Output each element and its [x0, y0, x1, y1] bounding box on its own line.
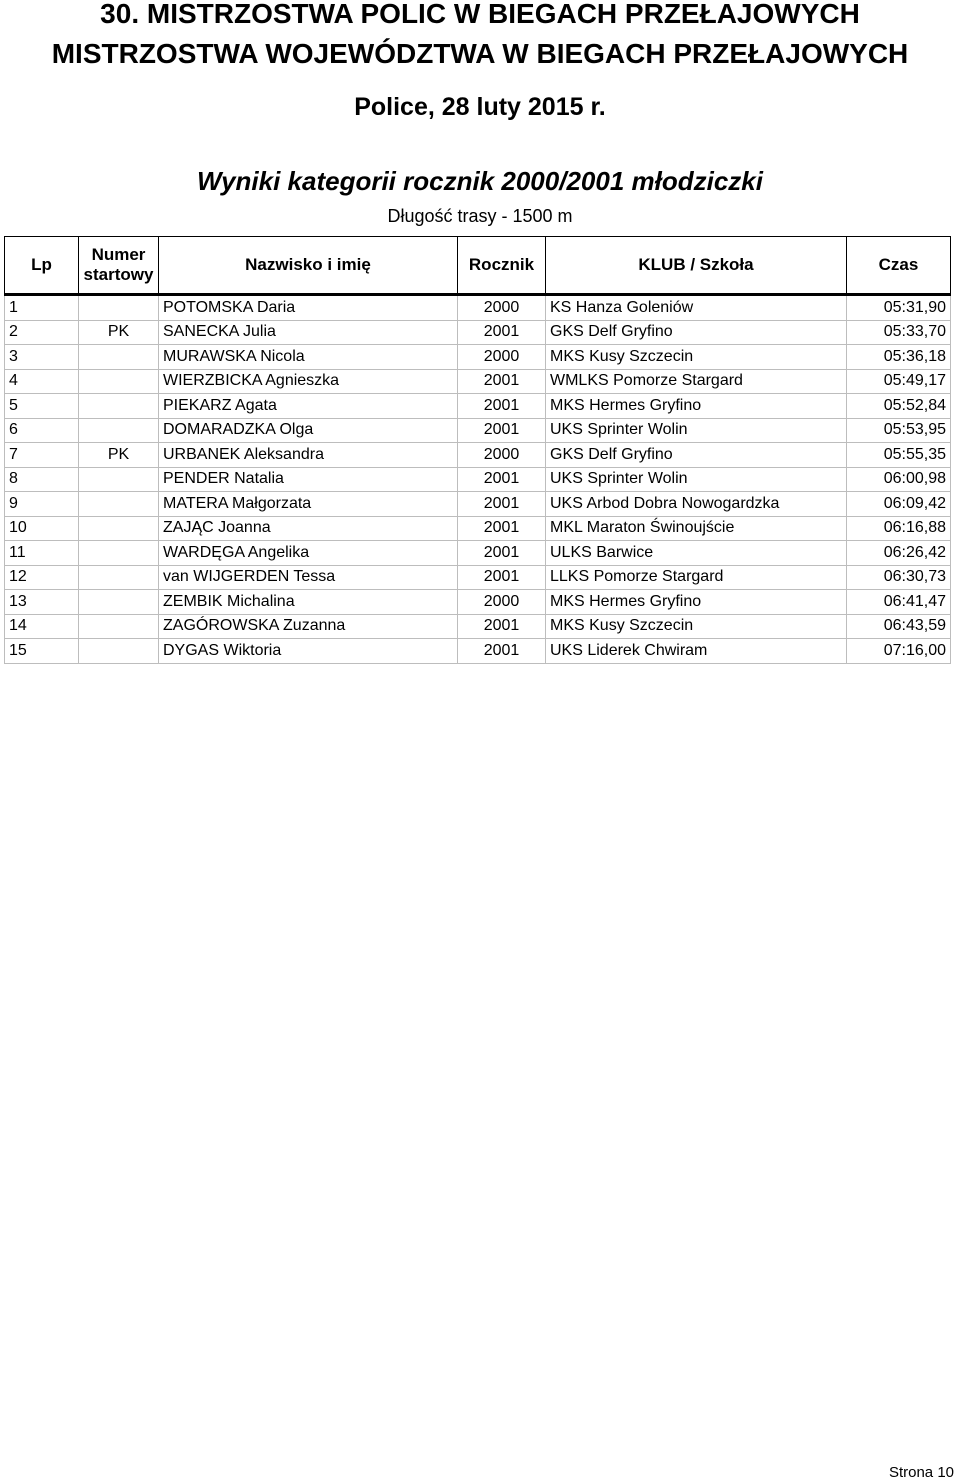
- cell-start-number: [79, 394, 159, 419]
- column-header-lp: Lp: [5, 237, 79, 295]
- cell-year: 2000: [458, 590, 546, 615]
- cell-start-number: [79, 590, 159, 615]
- header-row: [5, 237, 951, 295]
- column-header-name: Nazwisko i imię: [159, 237, 458, 295]
- cell-year: 2001: [458, 320, 546, 345]
- results-body: [5, 295, 951, 664]
- cell-club: MKS Hermes Gryfino: [546, 394, 847, 419]
- cell-club: UKS Sprinter Wolin: [546, 418, 847, 443]
- table-row: [5, 467, 951, 492]
- cell-lp: 9: [5, 492, 79, 517]
- cell-time: 06:00,98: [847, 467, 951, 492]
- cell-name: MURAWSKA Nicola: [159, 345, 458, 370]
- cell-time: 06:30,73: [847, 565, 951, 590]
- cell-lp: 11: [5, 541, 79, 566]
- column-header-number-line1: Numer: [91, 245, 146, 264]
- cell-time: 05:53,95: [847, 418, 951, 443]
- cell-club: UKS Liderek Chwiram: [546, 639, 847, 664]
- cell-start-number: [79, 418, 159, 443]
- cell-name: WARDĘGA Angelika: [159, 541, 458, 566]
- cell-club: MKS Kusy Szczecin: [546, 345, 847, 370]
- cell-club: GKS Delf Gryfino: [546, 443, 847, 468]
- cell-club: MKS Hermes Gryfino: [546, 590, 847, 615]
- cell-club: ULKS Barwice: [546, 541, 847, 566]
- table-row: [5, 639, 951, 664]
- cell-start-number: [79, 492, 159, 517]
- cell-time: 05:52,84: [847, 394, 951, 419]
- place-date: Police, 28 luty 2015 r.: [354, 93, 606, 121]
- results-header: [5, 237, 951, 295]
- cell-lp: 8: [5, 467, 79, 492]
- cell-name: DOMARADZKA Olga: [159, 418, 458, 443]
- cell-lp: 6: [5, 418, 79, 443]
- cell-name: ZAJĄC Joanna: [159, 516, 458, 541]
- cell-start-number: [79, 614, 159, 639]
- cell-lp: 4: [5, 369, 79, 394]
- cell-club: KS Hanza Goleniów: [546, 295, 847, 321]
- cell-start-number: [79, 369, 159, 394]
- cell-name: WIERZBICKA Agnieszka: [159, 369, 458, 394]
- cell-lp: 12: [5, 565, 79, 590]
- cell-time: 05:55,35: [847, 443, 951, 468]
- cell-lp: 3: [5, 345, 79, 370]
- distance-label: Długość trasy - 1500 m: [387, 206, 573, 226]
- table-row: [5, 345, 951, 370]
- cell-club: GKS Delf Gryfino: [546, 320, 847, 345]
- cell-lp: 15: [5, 639, 79, 664]
- cell-name: PIEKARZ Agata: [159, 394, 458, 419]
- cell-name: POTOMSKA Daria: [159, 295, 458, 321]
- cell-name: SANECKA Julia: [159, 320, 458, 345]
- title-line-2: MISTRZOSTWA WOJEWÓDZTWA W BIEGACH PRZEŁAJOWYCH: [51, 38, 909, 69]
- cell-lp: 14: [5, 614, 79, 639]
- cell-club: MKS Kusy Szczecin: [546, 614, 847, 639]
- cell-start-number: [79, 345, 159, 370]
- table-row: [5, 614, 951, 639]
- cell-start-number: [79, 467, 159, 492]
- cell-year: 2001: [458, 639, 546, 664]
- cell-year: 2000: [458, 295, 546, 321]
- column-header-number-line2: startowy: [83, 265, 154, 284]
- cell-time: 05:31,90: [847, 295, 951, 321]
- cell-name: ZEMBIK Michalina: [159, 590, 458, 615]
- cell-year: 2001: [458, 394, 546, 419]
- cell-name: ZAGÓROWSKA Zuzanna: [159, 614, 458, 639]
- cell-club: UKS Sprinter Wolin: [546, 467, 847, 492]
- table-row: [5, 565, 951, 590]
- cell-time: 07:16,00: [847, 639, 951, 664]
- cell-year: 2001: [458, 541, 546, 566]
- cell-lp: 2: [5, 320, 79, 345]
- cell-lp: 5: [5, 394, 79, 419]
- cell-start-number: [79, 295, 159, 321]
- table-row: [5, 492, 951, 517]
- cell-club: MKL Maraton Świnoujście: [546, 516, 847, 541]
- category-title: Wyniki kategorii rocznik 2000/2001 młodziczki: [197, 166, 763, 196]
- column-header-number: [79, 237, 159, 295]
- cell-year: 2000: [458, 345, 546, 370]
- cell-start-number: [79, 516, 159, 541]
- table-row: [5, 418, 951, 443]
- cell-year: 2001: [458, 565, 546, 590]
- table-row: [5, 516, 951, 541]
- cell-time: 06:26,42: [847, 541, 951, 566]
- cell-club: WMLKS Pomorze Stargard: [546, 369, 847, 394]
- cell-year: 2001: [458, 467, 546, 492]
- cell-lp: 1: [5, 295, 79, 321]
- cell-year: 2001: [458, 418, 546, 443]
- table-row: [5, 295, 951, 321]
- table-row: [5, 443, 951, 468]
- cell-time: 05:36,18: [847, 345, 951, 370]
- cell-start-number: [79, 639, 159, 664]
- column-header-year: Rocznik: [458, 237, 546, 295]
- cell-year: 2001: [458, 492, 546, 517]
- cell-time: 05:33,70: [847, 320, 951, 345]
- table-row: [5, 369, 951, 394]
- cell-start-number: PK: [79, 320, 159, 345]
- cell-year: 2001: [458, 614, 546, 639]
- cell-name: PENDER Natalia: [159, 467, 458, 492]
- column-header-time: Czas: [847, 237, 951, 295]
- cell-start-number: [79, 565, 159, 590]
- cell-club: LLKS Pomorze Stargard: [546, 565, 847, 590]
- cell-time: 05:49,17: [847, 369, 951, 394]
- cell-time: 06:43,59: [847, 614, 951, 639]
- cell-year: 2000: [458, 443, 546, 468]
- cell-year: 2001: [458, 516, 546, 541]
- column-header-club: KLUB / Szkoła: [546, 237, 847, 295]
- results-table: [4, 236, 951, 664]
- cell-club: UKS Arbod Dobra Nowogardzka: [546, 492, 847, 517]
- cell-name: MATERA Małgorzata: [159, 492, 458, 517]
- cell-name: URBANEK Aleksandra: [159, 443, 458, 468]
- table-row: [5, 320, 951, 345]
- cell-time: 06:41,47: [847, 590, 951, 615]
- cell-start-number: PK: [79, 443, 159, 468]
- cell-name: van WIJGERDEN Tessa: [159, 565, 458, 590]
- title-line-1: 30. MISTRZOSTWA POLIC W BIEGACH PRZEŁAJOWYCH: [100, 0, 860, 29]
- table-row: [5, 394, 951, 419]
- table-row: [5, 590, 951, 615]
- cell-time: 06:16,88: [847, 516, 951, 541]
- cell-lp: 7: [5, 443, 79, 468]
- cell-year: 2001: [458, 369, 546, 394]
- table-row: [5, 541, 951, 566]
- cell-start-number: [79, 541, 159, 566]
- page-number: Strona 10: [888, 1464, 954, 1481]
- cell-name: DYGAS Wiktoria: [159, 639, 458, 664]
- cell-time: 06:09,42: [847, 492, 951, 517]
- cell-lp: 13: [5, 590, 79, 615]
- cell-lp: 10: [5, 516, 79, 541]
